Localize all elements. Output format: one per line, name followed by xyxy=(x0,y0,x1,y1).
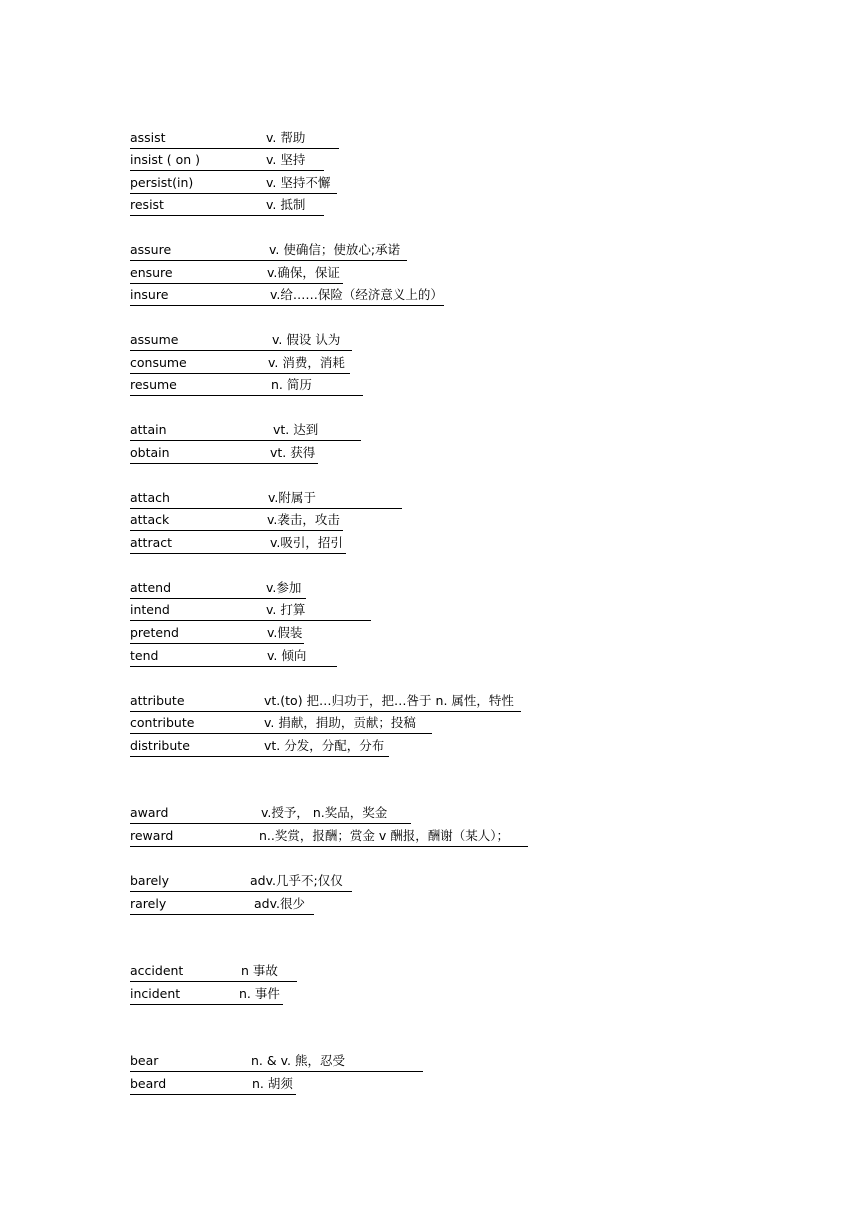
vocab-entry xyxy=(130,1053,423,1072)
vocab-entry xyxy=(130,130,339,149)
vocab-entry xyxy=(130,287,444,306)
vocab-entry xyxy=(130,648,337,667)
vocab-definition: n 事故 xyxy=(241,963,278,978)
vocab-definition: v. 使确信；使放心;承诺 xyxy=(269,242,401,257)
vocab-entry xyxy=(130,175,337,194)
vocab-definition: v. 消费，消耗 xyxy=(268,355,345,370)
vocab-entry xyxy=(130,242,407,261)
vocab-word: rarely xyxy=(130,896,167,911)
vocab-entry xyxy=(130,377,363,396)
vocab-definition: v. 捐献，捐助，贡献；投稿 xyxy=(264,715,416,730)
vocab-word: assume xyxy=(130,332,179,347)
vocab-definition: v.确保，保证 xyxy=(267,265,340,280)
vocab-entry xyxy=(130,197,324,216)
vocab-entry xyxy=(130,625,304,644)
vocab-definition: v.吸引，招引 xyxy=(270,535,343,550)
vocab-entry xyxy=(130,896,314,915)
vocab-entry xyxy=(130,580,306,599)
vocab-word: insist ( on ) xyxy=(130,152,201,167)
vocab-definition: v. 抵制 xyxy=(266,197,306,212)
vocab-definition: v.假装 xyxy=(267,625,303,640)
vocab-definition: vt. 分发，分配，分布 xyxy=(264,738,385,753)
vocab-definition: v.参加 xyxy=(266,580,302,595)
vocab-word: attain xyxy=(130,422,167,437)
vocab-entry xyxy=(130,738,389,757)
vocab-definition: v. 坚持不懈 xyxy=(266,175,331,190)
vocab-word: distribute xyxy=(130,738,190,753)
vocab-definition: n. 事件 xyxy=(239,986,280,1001)
vocab-word: consume xyxy=(130,355,187,370)
vocab-definition: v.附属于 xyxy=(268,490,316,505)
vocab-word: incident xyxy=(130,986,181,1001)
vocab-word: attach xyxy=(130,490,170,505)
vocab-entry xyxy=(130,963,297,982)
vocab-entry xyxy=(130,152,324,171)
vocab-definition: n. 胡须 xyxy=(252,1076,293,1091)
vocab-word: obtain xyxy=(130,445,170,460)
vocab-definition: v. 打算 xyxy=(266,602,306,617)
vocab-word: attribute xyxy=(130,693,185,708)
vocab-word: tend xyxy=(130,648,159,663)
vocab-entry xyxy=(130,873,352,892)
vocab-word: barely xyxy=(130,873,170,888)
vocab-definition: v.给……保险（经济意义上的） xyxy=(270,287,443,302)
vocab-word: contribute xyxy=(130,715,195,730)
vocab-definition: v. 倾向 xyxy=(267,648,307,663)
vocab-definition: adv.几乎不;仅仅 xyxy=(250,873,343,888)
vocab-definition: n. & v. 熊，忍受 xyxy=(251,1053,345,1068)
vocab-word: award xyxy=(130,805,169,820)
vocab-definition: v.授予， n.奖品，奖金 xyxy=(261,805,388,820)
vocab-word: persist(in) xyxy=(130,175,194,190)
vocab-entry xyxy=(130,445,318,464)
vocab-definition: vt.(to) 把…归功于，把…咎于 n. 属性，特性 xyxy=(264,693,514,708)
vocab-word: insure xyxy=(130,287,169,302)
vocab-word: reward xyxy=(130,828,174,843)
vocab-definition: v. 假设 认为 xyxy=(272,332,341,347)
vocab-word: attract xyxy=(130,535,173,550)
vocab-definition: n. 简历 xyxy=(271,377,312,392)
vocab-word: beard xyxy=(130,1076,167,1091)
vocab-definition: adv.很少 xyxy=(254,896,305,911)
vocab-word: resume xyxy=(130,377,177,392)
vocab-word: bear xyxy=(130,1053,159,1068)
vocab-entry xyxy=(130,490,402,509)
vocab-definition: vt. 获得 xyxy=(270,445,316,460)
vocab-word: accident xyxy=(130,963,184,978)
vocab-entry xyxy=(130,693,521,712)
vocab-entry xyxy=(130,1076,296,1095)
vocab-entry xyxy=(130,512,343,531)
vocab-entry xyxy=(130,986,283,1005)
vocab-definition: v.袭击，攻击 xyxy=(267,512,340,527)
vocab-word: resist xyxy=(130,197,164,212)
vocab-entry xyxy=(130,265,343,284)
vocab-entry xyxy=(130,535,346,554)
vocab-entry xyxy=(130,805,411,824)
vocab-word: intend xyxy=(130,602,170,617)
vocab-definition: v. 坚持 xyxy=(266,152,306,167)
vocab-definition: n..奖赏，报酬；赏金 v 酬报，酬谢（某人）； xyxy=(259,828,509,843)
vocab-entry xyxy=(130,355,350,374)
vocab-word: attend xyxy=(130,580,172,595)
vocab-word: attack xyxy=(130,512,170,527)
vocab-word: assist xyxy=(130,130,166,145)
vocab-entry xyxy=(130,422,361,441)
vocab-entry xyxy=(130,828,528,847)
vocab-definition: vt. 达到 xyxy=(273,422,319,437)
vocab-definition: v. 帮助 xyxy=(266,130,306,145)
vocab-word: ensure xyxy=(130,265,173,280)
vocab-entry xyxy=(130,332,352,351)
vocab-entry xyxy=(130,602,371,621)
vocab-entry xyxy=(130,715,432,734)
vocab-word: pretend xyxy=(130,625,179,640)
vocab-word: assure xyxy=(130,242,172,257)
